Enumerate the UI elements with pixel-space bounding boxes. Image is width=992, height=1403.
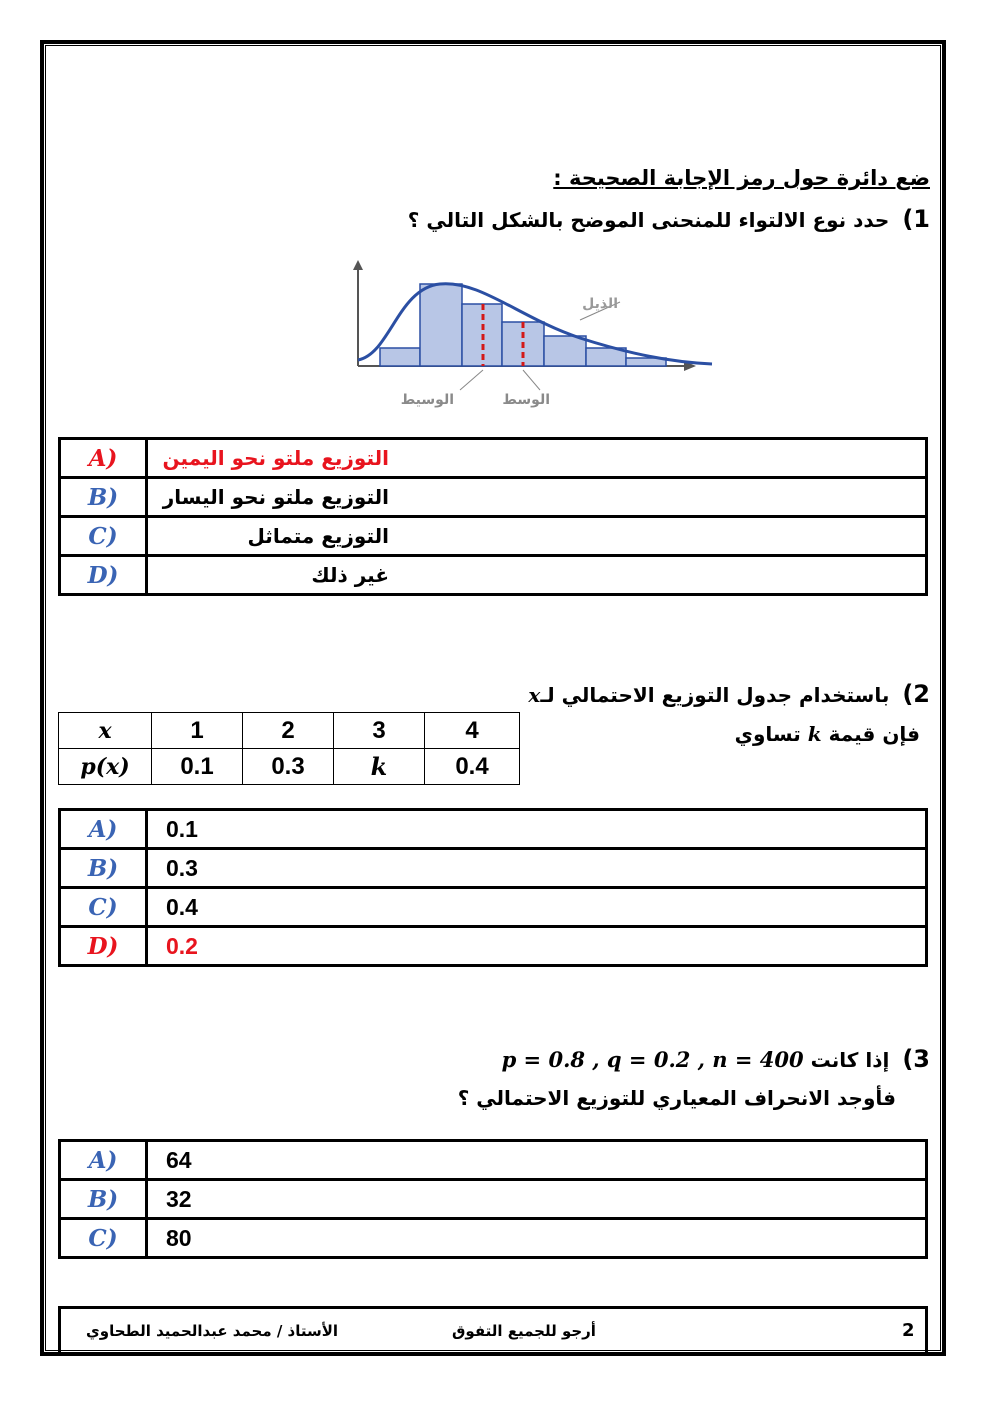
option-row[interactable]: [60, 1180, 927, 1219]
option-row[interactable]: [60, 1141, 927, 1180]
footer-teacher: الأستاذ / محمد عبدالحميد الطحاوي: [86, 1322, 339, 1340]
option-letter[interactable]: D): [60, 927, 147, 966]
question-1-text: حدد نوع الالتواء للمنحنى الموضح بالشكل التالي ؟: [407, 208, 890, 232]
median-pointer: [460, 370, 483, 390]
option-text[interactable]: التوزيع متماثل: [147, 517, 927, 556]
question-2-number: 2): [902, 680, 930, 708]
instruction-title: ضع دائرة حول رمز الإجابة الصحيحة :: [553, 166, 930, 190]
option-letter[interactable]: B): [60, 849, 147, 888]
table-cell: 0.4: [425, 749, 520, 785]
question-3-number: 3): [902, 1045, 930, 1073]
question-2-text: باستخدام جدول التوزيع الاحتمالي لـ: [540, 683, 890, 707]
question-2-post: تساوي: [734, 722, 801, 746]
option-letter[interactable]: D): [60, 556, 147, 595]
option-letter[interactable]: B): [60, 478, 147, 517]
table-cell: 1: [152, 713, 243, 749]
option-row[interactable]: [60, 556, 927, 595]
histogram-bar: [420, 284, 462, 366]
question-1: [408, 205, 930, 233]
option-text[interactable]: 0.2: [147, 927, 927, 966]
option-text[interactable]: التوزيع ملتو نحو اليسار: [147, 478, 927, 517]
option-letter[interactable]: A): [60, 810, 147, 849]
question-2-line-1: [528, 680, 930, 708]
table-row: [59, 713, 520, 749]
table-cell: 0.3: [243, 749, 334, 785]
question-2-variable: x: [528, 683, 541, 707]
option-letter[interactable]: A): [60, 1141, 147, 1180]
option-row[interactable]: [60, 1219, 927, 1258]
option-text[interactable]: 32: [147, 1180, 927, 1219]
histogram-bar: [380, 348, 420, 366]
option-text[interactable]: 0.1: [147, 810, 927, 849]
probability-table: [58, 712, 520, 785]
table-cell: 0.1: [152, 749, 243, 785]
table-cell: 4: [425, 713, 520, 749]
option-text[interactable]: 0.3: [147, 849, 927, 888]
tail-label: الذيل: [582, 296, 618, 312]
histogram-bar: [544, 336, 586, 366]
table-cell: 3: [334, 713, 425, 749]
y-axis-arrow: [353, 260, 363, 270]
option-row[interactable]: [60, 478, 927, 517]
table-cell: 2: [243, 713, 334, 749]
question-3-line-2: فأوجد الانحراف المعياري للتوزيع الاحتمالي ؟: [457, 1086, 896, 1110]
question-2-line-2: [735, 722, 920, 746]
mean-pointer: [523, 370, 540, 390]
option-text[interactable]: التوزيع ملتو نحو اليمين: [147, 439, 927, 478]
option-text[interactable]: غير ذلك: [147, 556, 927, 595]
question-1-options: [58, 437, 928, 596]
mean-label: الوسط: [502, 392, 550, 408]
question-1-number: 1): [902, 205, 930, 233]
question-2-options: [58, 808, 928, 967]
option-text[interactable]: 0.4: [147, 888, 927, 927]
skewness-figure: [350, 258, 720, 410]
question-3-pre: إذا كانت: [810, 1048, 890, 1072]
question-3-math: p = 0.8 , q = 0.2 , n = 400: [501, 1047, 804, 1072]
option-letter[interactable]: C): [60, 517, 147, 556]
option-row[interactable]: [60, 888, 927, 927]
question-3-options: [58, 1139, 928, 1259]
option-row[interactable]: [60, 849, 927, 888]
option-row[interactable]: [60, 810, 927, 849]
option-row[interactable]: [60, 927, 927, 966]
option-row[interactable]: [60, 517, 927, 556]
option-letter[interactable]: A): [60, 439, 147, 478]
table-cell: k: [334, 749, 425, 785]
option-text[interactable]: 80: [147, 1219, 927, 1258]
median-label: الوسيط: [400, 392, 454, 408]
question-2-k: k: [807, 722, 822, 746]
option-letter[interactable]: B): [60, 1180, 147, 1219]
option-row[interactable]: [60, 439, 927, 478]
option-letter[interactable]: C): [60, 1219, 147, 1258]
question-3-line-1: [502, 1045, 930, 1073]
option-letter[interactable]: C): [60, 888, 147, 927]
x-header: x: [59, 713, 152, 749]
px-header: p(x): [59, 749, 152, 785]
option-text[interactable]: 64: [147, 1141, 927, 1180]
footer-motto: أرجو للجميع التفوق: [452, 1322, 596, 1340]
page-number: 2: [902, 1320, 915, 1341]
question-2-pre: فإن قيمة: [828, 722, 920, 746]
table-row: [59, 749, 520, 785]
